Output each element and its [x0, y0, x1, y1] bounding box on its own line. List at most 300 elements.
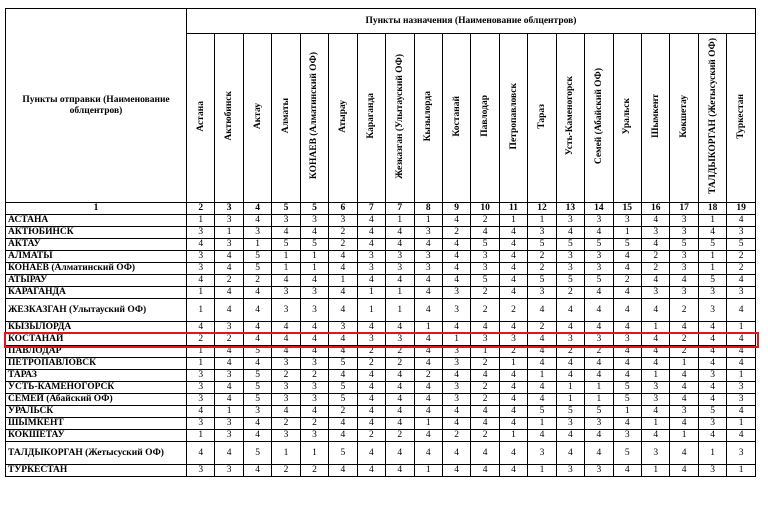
- zone-value-cell: 3: [698, 287, 726, 299]
- destination-header-label: Костанай: [451, 95, 462, 137]
- zone-value-cell: 2: [357, 358, 385, 370]
- column-number-cell: 15: [613, 203, 641, 215]
- zone-value-cell: 4: [215, 394, 243, 406]
- origin-name-cell: КЫЗЫЛОРДА: [6, 322, 187, 334]
- zone-value-cell: 4: [357, 215, 385, 227]
- zone-value-cell: 5: [329, 394, 357, 406]
- zone-value-cell: 4: [442, 442, 470, 465]
- zone-value-cell: 4: [528, 346, 556, 358]
- zone-value-cell: 4: [471, 465, 499, 477]
- zone-value-cell: 3: [727, 442, 756, 465]
- zone-value-cell: 2: [642, 251, 670, 263]
- zone-value-cell: 2: [471, 430, 499, 442]
- destination-header-label: КОНАЕВ (Алматинский ОФ): [309, 52, 320, 180]
- zone-value-cell: 4: [414, 334, 442, 346]
- zone-value-cell: 1: [499, 430, 527, 442]
- zone-value-cell: 1: [215, 227, 243, 239]
- zone-value-cell: 4: [471, 418, 499, 430]
- zone-value-cell: 4: [414, 239, 442, 251]
- zone-value-cell: 3: [613, 215, 641, 227]
- destination-header-16: [613, 34, 641, 203]
- zone-value-cell: 4: [386, 275, 414, 287]
- zone-value-cell: 3: [698, 465, 726, 477]
- table-row: [6, 382, 756, 394]
- zone-value-cell: 4: [556, 358, 584, 370]
- zone-value-cell: 4: [329, 263, 357, 275]
- zone-value-cell: 2: [329, 406, 357, 418]
- origin-name-cell: СЕМЕЙ (Абайский ОФ): [6, 394, 187, 406]
- zone-value-cell: 4: [556, 370, 584, 382]
- zone-value-cell: 5: [698, 275, 726, 287]
- zone-value-cell: 3: [471, 263, 499, 275]
- zone-value-cell: 2: [670, 334, 698, 346]
- table-row: [6, 358, 756, 370]
- zone-value-cell: 5: [243, 346, 271, 358]
- destination-header-label: Актау: [252, 102, 263, 130]
- zone-value-cell: 5: [556, 406, 584, 418]
- column-number-cell: 7: [386, 203, 414, 215]
- zone-value-cell: 4: [272, 406, 300, 418]
- origin-name-cell: АКТАУ: [6, 239, 187, 251]
- zone-value-cell: 1: [243, 239, 271, 251]
- zone-value-cell: 1: [499, 358, 527, 370]
- zone-value-cell: 5: [585, 406, 613, 418]
- zone-value-cell: 4: [300, 346, 328, 358]
- numbering-cell: 1: [6, 203, 187, 215]
- zone-value-cell: 5: [329, 442, 357, 465]
- zone-value-cell: 4: [243, 358, 271, 370]
- zone-value-cell: 2: [727, 263, 756, 275]
- zone-value-cell: 4: [243, 299, 271, 322]
- column-number-cell: 10: [471, 203, 499, 215]
- zone-value-cell: 4: [499, 263, 527, 275]
- zone-value-cell: 4: [442, 251, 470, 263]
- zone-value-cell: 2: [528, 263, 556, 275]
- zone-value-cell: 5: [528, 239, 556, 251]
- column-number-cell: 3: [215, 203, 243, 215]
- zone-value-cell: 4: [698, 322, 726, 334]
- zone-value-cell: 1: [272, 263, 300, 275]
- zone-value-cell: 4: [386, 442, 414, 465]
- destination-header-19: [698, 34, 726, 203]
- zone-value-cell: 2: [556, 287, 584, 299]
- zone-value-cell: 1: [727, 418, 756, 430]
- zone-value-cell: 4: [499, 394, 527, 406]
- zone-value-cell: 3: [585, 251, 613, 263]
- column-number-cell: 14: [585, 203, 613, 215]
- zone-value-cell: 3: [585, 263, 613, 275]
- zone-value-cell: 3: [187, 465, 215, 477]
- zone-value-cell: 4: [243, 430, 271, 442]
- zone-value-cell: 1: [528, 215, 556, 227]
- table-row: [6, 406, 756, 418]
- zone-value-cell: 4: [556, 322, 584, 334]
- zone-value-cell: 4: [670, 382, 698, 394]
- zone-value-cell: 4: [613, 299, 641, 322]
- zone-value-cell: 4: [329, 346, 357, 358]
- zone-value-cell: 4: [414, 430, 442, 442]
- zone-value-cell: 4: [414, 406, 442, 418]
- zone-value-cell: 4: [329, 251, 357, 263]
- zone-value-cell: 4: [357, 406, 385, 418]
- zone-value-cell: 4: [386, 227, 414, 239]
- zone-value-cell: 4: [499, 442, 527, 465]
- zone-value-cell: 1: [698, 215, 726, 227]
- zone-value-cell: 4: [670, 418, 698, 430]
- zone-value-cell: 5: [585, 239, 613, 251]
- zone-value-cell: 3: [272, 215, 300, 227]
- zone-value-cell: 5: [613, 442, 641, 465]
- zone-value-cell: 2: [357, 346, 385, 358]
- table-row: [6, 465, 756, 477]
- zone-value-cell: 4: [613, 263, 641, 275]
- zone-value-cell: 4: [642, 299, 670, 322]
- zone-value-cell: 1: [386, 299, 414, 322]
- zone-value-cell: 3: [187, 251, 215, 263]
- destination-header-11: [471, 34, 499, 203]
- origin-name-cell: АКТЮБИНСК: [6, 227, 187, 239]
- destination-header-label: Караганда: [366, 93, 377, 139]
- column-number-cell: 5: [300, 203, 328, 215]
- origin-name-cell: КОСТАНАЙ: [6, 334, 187, 346]
- zone-value-cell: 3: [670, 215, 698, 227]
- zone-value-cell: 3: [300, 394, 328, 406]
- destination-header-label: Актюбинск: [224, 91, 235, 141]
- zone-value-cell: 4: [187, 239, 215, 251]
- zone-value-cell: 4: [499, 322, 527, 334]
- table-row: [6, 394, 756, 406]
- column-number-cell: 9: [442, 203, 470, 215]
- zone-value-cell: 4: [386, 370, 414, 382]
- zone-value-cell: 1: [556, 382, 584, 394]
- zone-value-cell: 4: [556, 299, 584, 322]
- zone-value-cell: 4: [499, 227, 527, 239]
- zone-value-cell: 4: [642, 334, 670, 346]
- zone-value-cell: 3: [300, 215, 328, 227]
- zone-value-cell: 1: [585, 382, 613, 394]
- zone-value-cell: 3: [442, 358, 470, 370]
- zone-value-cell: 5: [243, 394, 271, 406]
- zone-value-cell: 4: [585, 322, 613, 334]
- zone-value-cell: 4: [215, 263, 243, 275]
- zone-value-cell: 4: [414, 394, 442, 406]
- zone-value-cell: 2: [613, 275, 641, 287]
- zone-value-cell: 4: [243, 334, 271, 346]
- zone-value-cell: 1: [727, 370, 756, 382]
- zone-value-cell: 3: [357, 263, 385, 275]
- zone-value-cell: 4: [727, 358, 756, 370]
- zone-value-cell: 4: [727, 334, 756, 346]
- zone-value-cell: 4: [670, 322, 698, 334]
- zone-value-cell: 2: [670, 299, 698, 322]
- zone-value-cell: 3: [499, 334, 527, 346]
- column-number-cell: 13: [556, 203, 584, 215]
- zone-value-cell: 1: [670, 430, 698, 442]
- destination-header-10: [442, 34, 470, 203]
- zone-value-cell: 4: [698, 227, 726, 239]
- zone-value-cell: 3: [187, 418, 215, 430]
- zone-value-cell: 4: [528, 334, 556, 346]
- zone-value-cell: 3: [556, 251, 584, 263]
- zone-value-cell: 4: [499, 370, 527, 382]
- zone-value-cell: 3: [300, 299, 328, 322]
- zone-value-cell: 4: [414, 275, 442, 287]
- zone-value-cell: 1: [727, 465, 756, 477]
- table-row: [6, 287, 756, 299]
- zone-value-cell: 1: [698, 442, 726, 465]
- zone-value-cell: 4: [727, 430, 756, 442]
- zone-value-cell: 4: [499, 275, 527, 287]
- zone-value-cell: 4: [215, 346, 243, 358]
- zone-value-cell: 4: [215, 442, 243, 465]
- zone-value-cell: 3: [329, 215, 357, 227]
- origin-column-header: Пункты отправки (Наименование облцентров): [6, 9, 187, 203]
- zone-value-cell: 4: [727, 275, 756, 287]
- zone-value-cell: 3: [386, 334, 414, 346]
- zone-value-cell: 1: [187, 358, 215, 370]
- zone-value-cell: 4: [272, 346, 300, 358]
- zone-value-cell: 1: [300, 442, 328, 465]
- zone-value-cell: 4: [357, 239, 385, 251]
- zone-value-cell: 4: [499, 418, 527, 430]
- zone-value-cell: 4: [528, 358, 556, 370]
- zone-value-cell: 4: [442, 418, 470, 430]
- origin-name-cell: УРАЛЬСК: [6, 406, 187, 418]
- zone-value-cell: 4: [556, 227, 584, 239]
- zone-value-cell: 4: [414, 287, 442, 299]
- destination-header-label: Жезказган (Улытауский ОФ): [394, 53, 405, 179]
- zone-value-cell: 4: [471, 322, 499, 334]
- destination-header-label: Туркестан: [736, 93, 747, 139]
- zone-value-cell: 1: [414, 322, 442, 334]
- zone-value-cell: 4: [499, 287, 527, 299]
- zone-value-cell: 1: [272, 442, 300, 465]
- zone-value-cell: 3: [670, 251, 698, 263]
- zone-value-cell: 4: [414, 346, 442, 358]
- zone-value-cell: 3: [386, 263, 414, 275]
- zone-value-cell: 5: [698, 406, 726, 418]
- zone-value-cell: 4: [442, 322, 470, 334]
- zone-value-cell: 1: [556, 394, 584, 406]
- zone-value-cell: 2: [215, 275, 243, 287]
- zone-value-cell: 3: [300, 358, 328, 370]
- zone-value-cell: 5: [243, 442, 271, 465]
- destination-header-label: Шымкент: [650, 94, 661, 138]
- zone-value-cell: 5: [670, 239, 698, 251]
- table-row: [6, 430, 756, 442]
- zone-value-cell: 2: [386, 358, 414, 370]
- zone-value-cell: 4: [300, 406, 328, 418]
- zone-value-cell: 3: [215, 430, 243, 442]
- zone-value-cell: 1: [187, 430, 215, 442]
- zone-value-cell: 3: [187, 370, 215, 382]
- zone-value-cell: 5: [243, 251, 271, 263]
- zone-value-cell: 1: [442, 334, 470, 346]
- zone-value-cell: 4: [585, 370, 613, 382]
- zone-value-cell: 3: [556, 334, 584, 346]
- zone-value-cell: 3: [727, 382, 756, 394]
- destination-header-14: [556, 34, 584, 203]
- origin-name-cell: КОНАЕВ (Алматинский ОФ): [6, 263, 187, 275]
- destination-header-7: [357, 34, 385, 203]
- column-number-cell: 2: [187, 203, 215, 215]
- header-row-destinations: [6, 9, 756, 34]
- zone-value-cell: 4: [357, 322, 385, 334]
- zone-value-cell: 4: [642, 358, 670, 370]
- zone-value-cell: 1: [642, 370, 670, 382]
- table-row: [6, 215, 756, 227]
- destination-header-label: Алматы: [281, 98, 292, 134]
- zone-value-cell: 4: [613, 346, 641, 358]
- zone-value-cell: 1: [471, 346, 499, 358]
- zone-value-cell: 3: [698, 370, 726, 382]
- zone-value-cell: 4: [642, 430, 670, 442]
- zone-value-cell: 4: [357, 418, 385, 430]
- zone-value-cell: 4: [215, 382, 243, 394]
- zone-value-cell: 4: [243, 322, 271, 334]
- tariff-zone-table-container: [5, 8, 756, 477]
- origin-name-cell: АЛМАТЫ: [6, 251, 187, 263]
- zone-value-cell: 4: [386, 406, 414, 418]
- zone-value-cell: 4: [357, 394, 385, 406]
- table-row: [6, 334, 756, 346]
- zone-value-cell: 3: [585, 418, 613, 430]
- zone-value-cell: 4: [613, 465, 641, 477]
- table-row: [6, 275, 756, 287]
- zone-value-cell: 1: [613, 227, 641, 239]
- zone-value-cell: 2: [300, 418, 328, 430]
- column-number-cell: 7: [357, 203, 385, 215]
- zone-value-cell: 3: [215, 370, 243, 382]
- zone-value-cell: 2: [642, 263, 670, 275]
- destination-header-1: [187, 34, 215, 203]
- origin-name-cell: ШЫМКЕНТ: [6, 418, 187, 430]
- zone-value-cell: 1: [727, 322, 756, 334]
- zone-value-cell: 2: [243, 275, 271, 287]
- zone-value-cell: 4: [414, 382, 442, 394]
- zone-value-cell: 3: [442, 394, 470, 406]
- zone-value-cell: 3: [187, 382, 215, 394]
- origin-name-cell: АТЫРАУ: [6, 275, 187, 287]
- origin-name-cell: УСТЬ-КАМЕНОГОРСК: [6, 382, 187, 394]
- zone-value-cell: 3: [187, 263, 215, 275]
- zone-value-cell: 4: [613, 251, 641, 263]
- zone-value-cell: 2: [442, 227, 470, 239]
- zone-value-cell: 4: [727, 215, 756, 227]
- zone-value-cell: 4: [613, 287, 641, 299]
- zone-value-cell: 3: [272, 358, 300, 370]
- zone-value-cell: 3: [556, 215, 584, 227]
- destination-header-9: [414, 34, 442, 203]
- zone-value-cell: 5: [329, 358, 357, 370]
- zone-value-cell: 4: [300, 322, 328, 334]
- zone-value-cell: 1: [698, 263, 726, 275]
- zone-value-cell: 3: [272, 430, 300, 442]
- zone-value-cell: 1: [613, 406, 641, 418]
- zone-value-cell: 5: [556, 275, 584, 287]
- zone-value-cell: 5: [272, 239, 300, 251]
- table-row: [6, 251, 756, 263]
- zone-value-cell: 3: [300, 430, 328, 442]
- zone-value-cell: 3: [442, 287, 470, 299]
- zone-value-cell: 4: [585, 442, 613, 465]
- column-number-cell: 4: [243, 203, 271, 215]
- zone-value-cell: 1: [585, 394, 613, 406]
- zone-value-cell: 2: [357, 430, 385, 442]
- zone-value-cell: 3: [670, 227, 698, 239]
- zone-value-cell: 4: [585, 358, 613, 370]
- column-number-cell: 18: [698, 203, 726, 215]
- zone-value-cell: 1: [357, 287, 385, 299]
- zone-value-cell: 3: [187, 227, 215, 239]
- column-number-cell: 8: [414, 203, 442, 215]
- zone-value-cell: 4: [272, 275, 300, 287]
- zone-value-cell: 4: [499, 406, 527, 418]
- zone-value-cell: 4: [556, 442, 584, 465]
- zone-value-cell: 4: [670, 394, 698, 406]
- zone-value-cell: 5: [528, 406, 556, 418]
- zone-value-cell: 3: [329, 322, 357, 334]
- zone-value-cell: 3: [272, 287, 300, 299]
- zone-value-cell: 1: [528, 370, 556, 382]
- column-number-cell: 17: [670, 203, 698, 215]
- zone-value-cell: 1: [187, 346, 215, 358]
- zone-value-cell: 4: [386, 322, 414, 334]
- zone-value-cell: 1: [386, 215, 414, 227]
- zone-value-cell: 5: [471, 239, 499, 251]
- zone-value-cell: 1: [272, 251, 300, 263]
- zone-value-cell: 4: [727, 346, 756, 358]
- zone-value-cell: 4: [585, 227, 613, 239]
- destination-header-label: Уральск: [622, 97, 633, 135]
- zone-value-cell: 4: [329, 465, 357, 477]
- zone-value-cell: 4: [670, 370, 698, 382]
- zone-value-cell: 4: [357, 227, 385, 239]
- zone-value-cell: 3: [215, 322, 243, 334]
- table-row: [6, 442, 756, 465]
- zone-value-cell: 5: [613, 394, 641, 406]
- zone-value-cell: 3: [556, 418, 584, 430]
- zone-value-cell: 4: [215, 358, 243, 370]
- destination-header-label: Кызылорда: [423, 90, 434, 142]
- zone-value-cell: 2: [471, 299, 499, 322]
- zone-value-cell: 2: [670, 346, 698, 358]
- zone-value-cell: 4: [499, 465, 527, 477]
- zone-value-cell: 4: [698, 430, 726, 442]
- zone-value-cell: 1: [187, 215, 215, 227]
- destination-header-15: [585, 34, 613, 203]
- zone-value-cell: 1: [386, 287, 414, 299]
- zone-value-cell: 3: [642, 382, 670, 394]
- zone-value-cell: 4: [499, 382, 527, 394]
- destination-header-label: Атырау: [337, 99, 348, 133]
- zone-value-cell: 4: [613, 418, 641, 430]
- zone-value-cell: 3: [670, 263, 698, 275]
- zone-value-cell: 5: [243, 382, 271, 394]
- zone-value-cell: 2: [556, 346, 584, 358]
- origin-name-cell: ЖЕЗКАЗГАН (Улытауский ОФ): [6, 299, 187, 322]
- zone-value-cell: 4: [187, 406, 215, 418]
- zone-value-cell: 2: [727, 251, 756, 263]
- zone-value-cell: 3: [243, 227, 271, 239]
- zone-value-cell: 4: [698, 358, 726, 370]
- zone-value-cell: 4: [471, 227, 499, 239]
- zone-value-cell: 5: [471, 275, 499, 287]
- zone-value-cell: 4: [386, 239, 414, 251]
- origin-name-cell: КАРАГАНДА: [6, 287, 187, 299]
- zone-value-cell: 5: [329, 382, 357, 394]
- zone-value-cell: 1: [642, 465, 670, 477]
